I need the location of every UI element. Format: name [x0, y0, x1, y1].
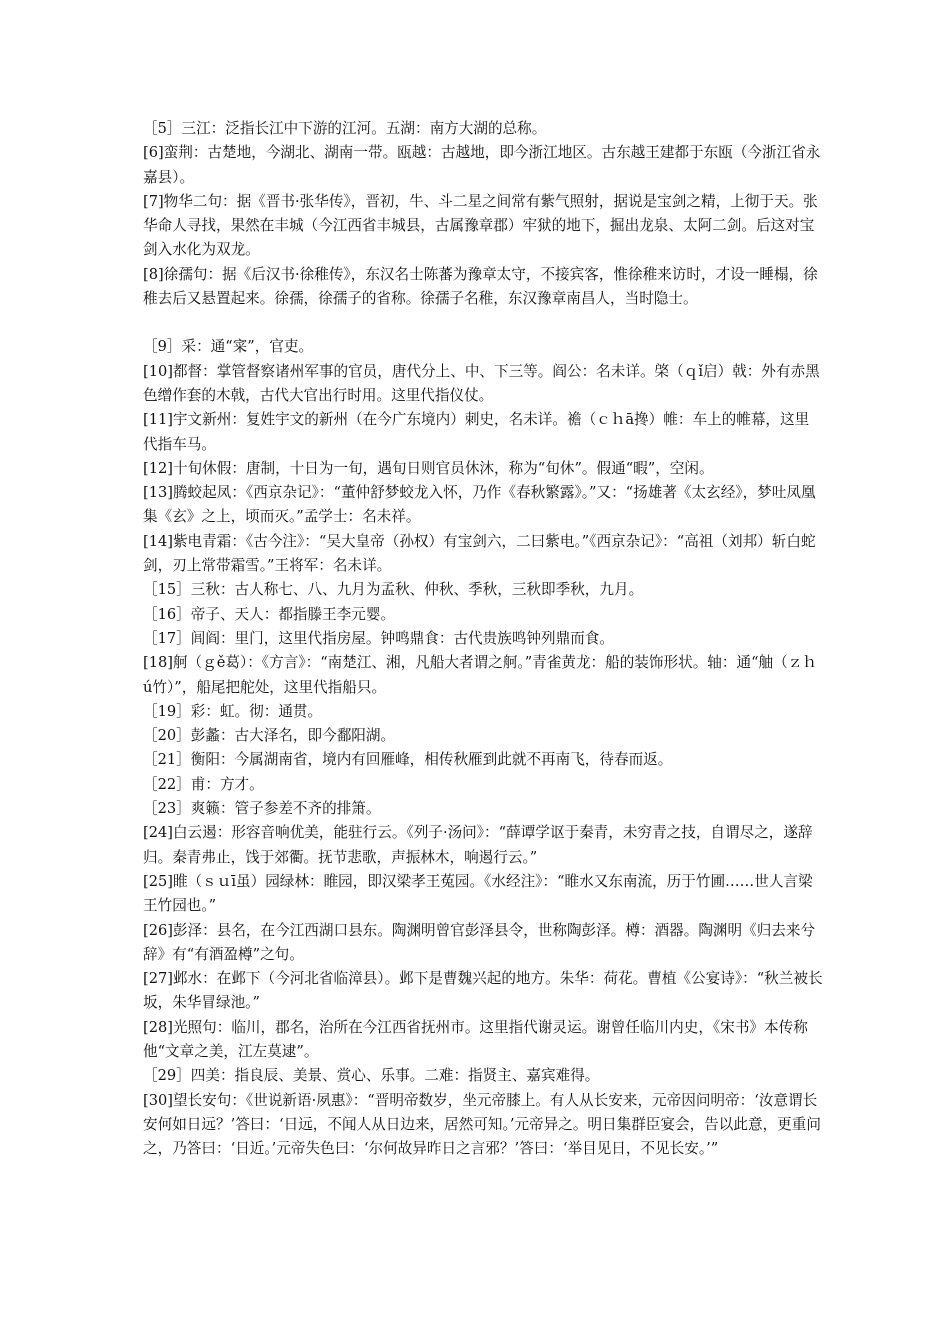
- note-30: [30]望长安句：《世说新语·夙惠》：“晋明帝数岁，坐元帝膝上。有人从长安来，元帝因问明帝：‘汝意谓长安何如日远？’答曰：‘日远，不闻人从日边来，居然可知。’元帝异之。明日集群臣宴会，告以此意，更重问之，乃答曰：‘日近。’元帝失色曰：‘尔何故异昨日之言邪？’答曰：‘举目见日，不见长安。’”: [143, 1091, 821, 1158]
- note-25: [25]睢（ｓｕī虽）园绿林：睢园，即汉梁孝王菟园。《水经注》：“睢水又东南流，历于竹圃……世人言梁王竹园也。”: [143, 872, 813, 915]
- paragraph-gap: [143, 311, 823, 335]
- note-24: [24]白云遏：形容音响优美，能驻行云。《列子·汤问》：“薛谭学讴于秦青，未穷青之技，自谓尽之，遂辞归。秦青弗止，饯于郊衢。抚节悲歌，声振林木，响遏行云。”: [143, 824, 813, 866]
- note-7: [7]物华二句：据《晋书·张华传》，晋初，牛、斗二星之间常有紫气照射，据说是宝剑之精，上彻于天。张华命人寻找，果然在丰城（今江西省丰城县，古属豫章郡）牢狱的地下，掘出龙泉、太阿二剑。后这对宝剑入水化为双龙。: [143, 192, 818, 259]
- note-5: ［5］三江：泛指长江中下游的江河。五湖：南方大湖的总称。: [143, 120, 547, 137]
- note-15: ［15］三秋：古人称七、八、九月为孟秋、仲秋、季秋，三秋即季秋，九月。: [143, 581, 644, 599]
- note-11: [11]宇文新州：复姓宇文的新州（在今广东境内）刺史，名未详。襜（ｃｈā搀）帷：车上的帷幕，这里代指车马。: [143, 411, 810, 453]
- note-12: [12]十旬休假：唐制，十日为一旬，遇旬日则官员休沐，称为“旬休”。假通“暇”，空闲。: [143, 459, 714, 477]
- note-21: ［21］衡阳：今属湖南省，境内有回雁峰，相传秋雁到此就不再南飞，待春而返。: [143, 751, 673, 769]
- note-18: [18]舸（ｇě葛）：《方言》：“南楚江、湘，凡船大者谓之舸。”青雀黄龙：船的装饰形状。轴：通“舳（ｚｈú竹）”，船尾把舵处，这里代指船只。: [143, 654, 817, 696]
- note-8: [8]徐孺句：据《后汉书·徐稚传》，东汉名士陈蕃为豫章太守，不接宾客，惟徐稚来访时，才设一睡榻，徐稚去后又悬置起来。徐孺，徐孺子的省称。徐孺子名稚，东汉豫章南昌人，当时隐士。: [143, 265, 818, 308]
- note-14: [14]紫电青霜：《古今注》：“吴大皇帝（孙权）有宝剑六，二曰紫电。”《西京杂记》：“高祖（刘邦）斩白蛇剑，刃上常带霜雪。”王将军：名未详。: [143, 532, 816, 575]
- note-28: [28]光照句：临川，郡名，治所在今江西省抚州市。这里指代谢灵运。谢曾任临川内史，《宋书》本传称他“文章之美，江左莫逮”。: [143, 1018, 808, 1060]
- note-23: ［23］爽籁：管子参差不齐的排箫。: [143, 800, 381, 818]
- note-9: ［9］采：通“寀”，官吏。: [143, 338, 314, 356]
- note-6: [6]蛮荆：古楚地，今湖北、湖南一带。瓯越：古越地，即今浙江地区。古东越王建都于东瓯（今浙江省永嘉县）。: [143, 144, 821, 186]
- note-10: [10]都督：掌管督察诸州军事的官员，唐代分上、中、下三等。阎公：名未详。棨（ｑǐ启）戟：外有赤黑色缯作套的木戟，古代大官出行时用。这里代指仪仗。: [143, 362, 820, 404]
- note-16: ［16］帝子、天人：都指滕王李元婴。: [143, 605, 396, 623]
- note-20: ［20］彭蠡：古大泽名，即今鄱阳湖。: [143, 727, 396, 745]
- note-26: [26]彭泽：县名，在今江西湖口县东。陶渊明曾官彭泽县令，世称陶彭泽。樽：酒器。陶渊明《归去来兮辞》有“有酒盈樽”之句。: [143, 921, 816, 963]
- note-13: [13]腾蛟起凤：《西京杂记》：“董仲舒梦蛟龙入怀，乃作《春秋繁露》。”又：“扬雄著《太玄经》，梦吐凤凰集《玄》之上，顷而灭。”孟学士：名未祥。: [143, 484, 816, 526]
- annotation-document: [143, 117, 823, 1161]
- note-27: [27]邺水：在邺下（今河北省临漳县）。邺下是曹魏兴起的地方。朱华：荷花。曹植《公宴诗》：“秋兰被长坂，朱华冒绿池。”: [143, 970, 823, 1012]
- note-17: ［17］闾阎：里门，这里代指房屋。钟鸣鼎食：古代贵族鸣钟列鼎而食。: [143, 629, 614, 647]
- note-19: ［19］彩：虹。彻：通贯。: [143, 702, 323, 720]
- note-29: ［29］四美：指良辰、美景、赏心、乐事。二难：指贤主、嘉宾难得。: [143, 1067, 600, 1085]
- note-22: ［22］甫：方才。: [143, 775, 264, 793]
